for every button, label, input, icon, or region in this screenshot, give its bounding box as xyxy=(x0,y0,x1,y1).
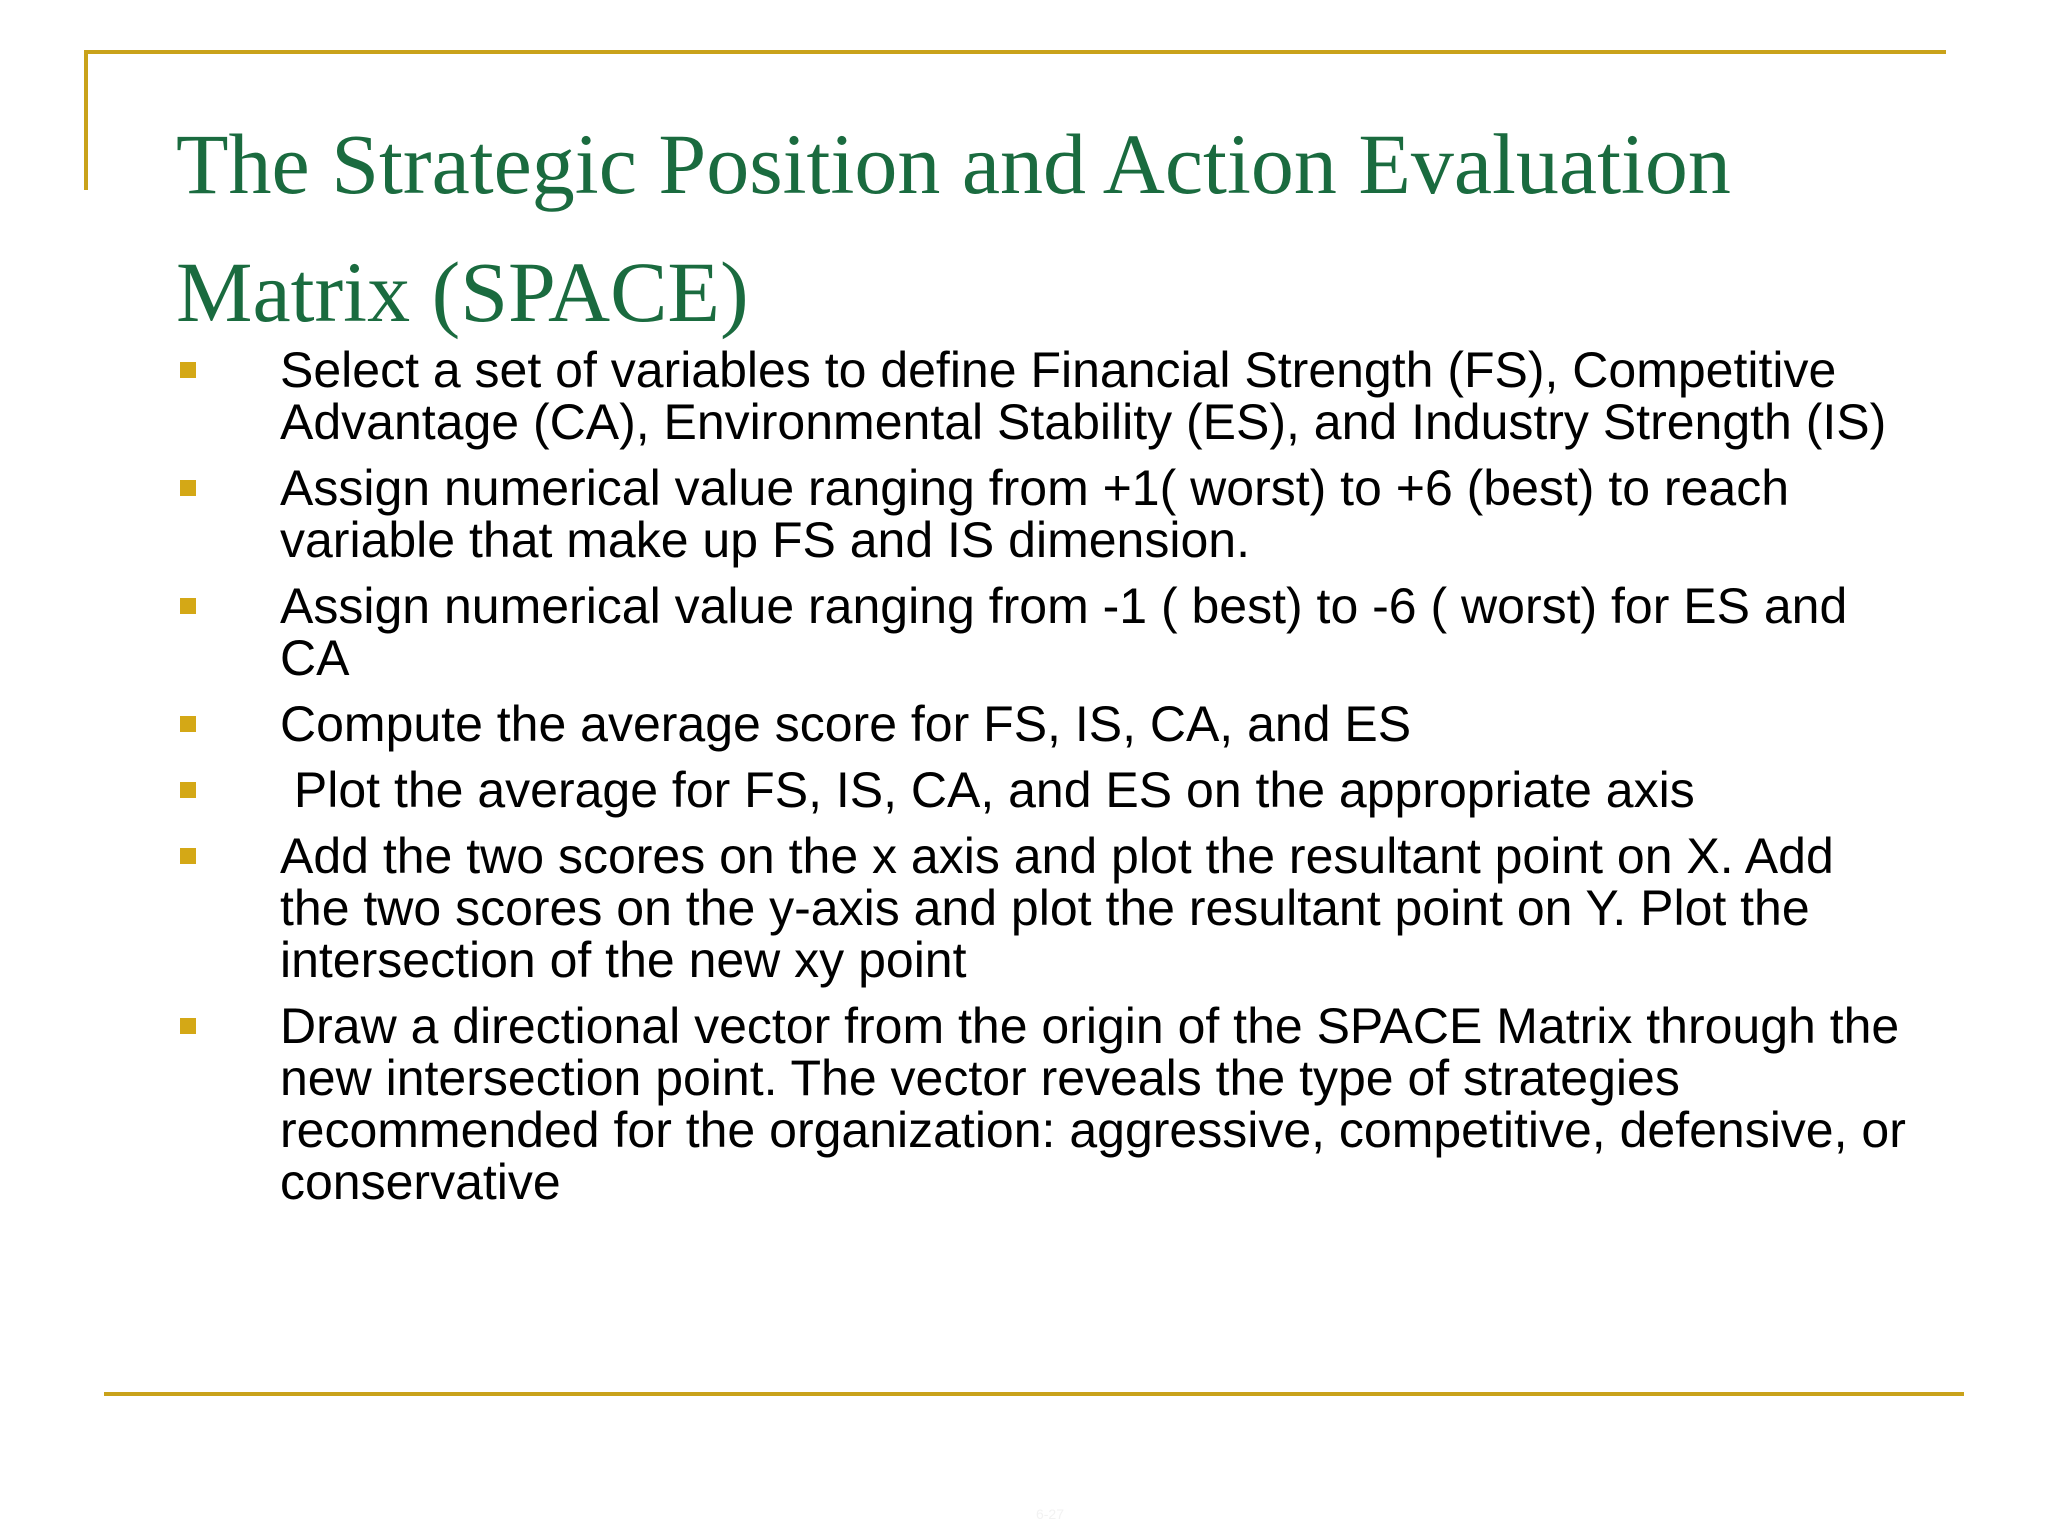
square-bullet-icon xyxy=(180,598,196,614)
slide-title: The Strategic Position and Action Evaluation Matrix (SPACE) xyxy=(176,116,1731,340)
square-bullet-icon xyxy=(180,782,196,798)
bullet-text: Assign numerical value ranging from +1( worst) to +6 (best) to reach variable that make up FS and IS dimension. xyxy=(280,460,1790,568)
bullet-item xyxy=(176,344,1916,448)
bullet-text: Add the two scores on the x axis and plot the resultant point on X. Add the two scores on the y-axis and plot the resultant point on Y. Plot the intersection of the new xy point xyxy=(280,828,1834,988)
bullet-item xyxy=(176,764,1916,816)
bullet-text: Draw a directional vector from the origin of the SPACE Matrix through the new intersection point. The vector reveals the type of strategies recommended for the organization: aggressive, competitive, defensive, or conservative xyxy=(280,998,1906,1210)
frame-bottom-rule xyxy=(104,1392,1964,1396)
square-bullet-icon xyxy=(180,480,196,496)
page-number: 6-27 xyxy=(1035,1506,1065,1522)
bullet-item xyxy=(176,830,1916,986)
frame-left-rule xyxy=(84,50,88,190)
bullet-item xyxy=(176,580,1916,684)
square-bullet-icon xyxy=(180,1018,196,1034)
bullet-text: Select a set of variables to define Financial Strength (FS), Competitive Advantage (CA), Environmental Stability (ES), and Industry Strength (IS) xyxy=(280,342,1887,450)
frame-top-rule xyxy=(84,50,1946,54)
bullet-item xyxy=(176,1000,1916,1208)
square-bullet-icon xyxy=(180,848,196,864)
bullet-text: Plot the average for FS, IS, CA, and ES on the appropriate axis xyxy=(280,762,1695,818)
square-bullet-icon xyxy=(180,362,196,378)
bullet-text: Assign numerical value ranging from -1 ( best) to -6 ( worst) for ES and CA xyxy=(280,578,1848,686)
bullet-list xyxy=(176,344,1916,1222)
bullet-text: Compute the average score for FS, IS, CA, and ES xyxy=(280,696,1412,752)
bullet-item xyxy=(176,462,1916,566)
bullet-item xyxy=(176,698,1916,750)
square-bullet-icon xyxy=(180,716,196,732)
